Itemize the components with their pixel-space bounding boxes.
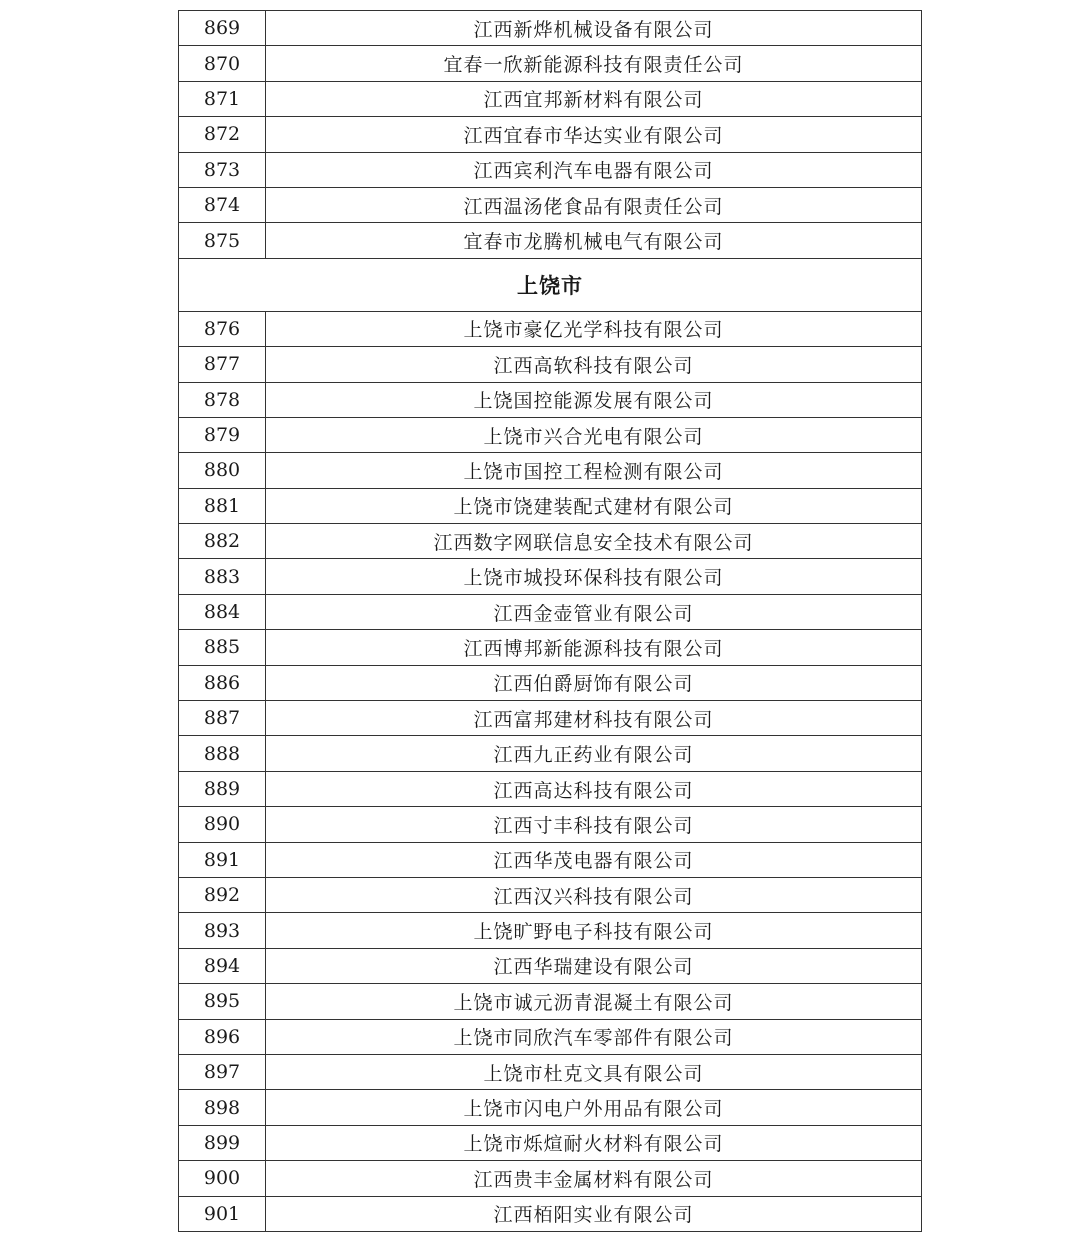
- company-name: 江西汉兴科技有限公司: [266, 877, 922, 912]
- company-name: 江西华茂电器有限公司: [266, 842, 922, 877]
- company-name: 江西高达科技有限公司: [266, 771, 922, 806]
- section-header-row: [179, 258, 922, 311]
- rows-after-section: [179, 311, 922, 1231]
- company-name: 上饶市豪亿光学科技有限公司: [266, 311, 922, 346]
- company-name: 上饶市国控工程检测有限公司: [266, 453, 922, 488]
- table-row: [179, 1196, 922, 1231]
- company-name: 上饶市烁煊耐火材料有限公司: [266, 1125, 922, 1160]
- company-name: 江西富邦建材科技有限公司: [266, 701, 922, 736]
- row-number: 895: [179, 984, 266, 1019]
- table-row: [179, 948, 922, 983]
- table-row: [179, 877, 922, 912]
- table-row: [179, 81, 922, 116]
- table-row: [179, 46, 922, 81]
- row-number: 885: [179, 630, 266, 665]
- row-number: 893: [179, 913, 266, 948]
- row-number: 879: [179, 417, 266, 452]
- company-name: 上饶市诚元沥青混凝土有限公司: [266, 984, 922, 1019]
- row-number: 886: [179, 665, 266, 700]
- company-name: 江西宜邦新材料有限公司: [266, 81, 922, 116]
- row-number: 873: [179, 152, 266, 187]
- row-number: 876: [179, 311, 266, 346]
- company-name: 江西博邦新能源科技有限公司: [266, 630, 922, 665]
- table-row: [179, 736, 922, 771]
- table-row: [179, 771, 922, 806]
- company-name: 上饶市城投环保科技有限公司: [266, 559, 922, 594]
- section-group: [179, 258, 922, 311]
- row-number: 894: [179, 948, 266, 983]
- table-row: [179, 701, 922, 736]
- table-row: [179, 594, 922, 629]
- company-name: 上饶市杜克文具有限公司: [266, 1054, 922, 1089]
- table-row: [179, 1090, 922, 1125]
- table-row: [179, 453, 922, 488]
- row-number: 898: [179, 1090, 266, 1125]
- company-name: 上饶市同欣汽车零部件有限公司: [266, 1019, 922, 1054]
- row-number: 888: [179, 736, 266, 771]
- row-number: 875: [179, 223, 266, 258]
- row-number: 892: [179, 877, 266, 912]
- row-number: 869: [179, 11, 266, 46]
- row-number: 877: [179, 347, 266, 382]
- row-number: 878: [179, 382, 266, 417]
- table-row: [179, 417, 922, 452]
- row-number: 882: [179, 524, 266, 559]
- company-name: 江西宜春市华达实业有限公司: [266, 117, 922, 152]
- company-name: 江西伯爵厨饰有限公司: [266, 665, 922, 700]
- company-name: 上饶国控能源发展有限公司: [266, 382, 922, 417]
- company-name: 江西宾利汽车电器有限公司: [266, 152, 922, 187]
- company-name: 上饶市闪电户外用品有限公司: [266, 1090, 922, 1125]
- row-number: 883: [179, 559, 266, 594]
- company-name: 宜春市龙腾机械电气有限公司: [266, 223, 922, 258]
- company-name: 宜春一欣新能源科技有限责任公司: [266, 46, 922, 81]
- table-row: [179, 187, 922, 222]
- company-name: 江西温汤佬食品有限责任公司: [266, 187, 922, 222]
- table-row: [179, 1019, 922, 1054]
- company-name: 江西金壶管业有限公司: [266, 594, 922, 629]
- row-number: 899: [179, 1125, 266, 1160]
- table-row: [179, 152, 922, 187]
- row-number: 881: [179, 488, 266, 523]
- table-row: [179, 1161, 922, 1196]
- row-number: 884: [179, 594, 266, 629]
- row-number: 872: [179, 117, 266, 152]
- table-row: [179, 223, 922, 258]
- row-number: 891: [179, 842, 266, 877]
- table-row: [179, 488, 922, 523]
- table-row: [179, 842, 922, 877]
- table-row: [179, 1125, 922, 1160]
- table-row: [179, 807, 922, 842]
- company-name: 江西高软科技有限公司: [266, 347, 922, 382]
- row-number: 887: [179, 701, 266, 736]
- table-row: [179, 559, 922, 594]
- table-row: [179, 117, 922, 152]
- row-number: 890: [179, 807, 266, 842]
- rows-before-section: [179, 11, 922, 259]
- row-number: 900: [179, 1161, 266, 1196]
- table-row: [179, 11, 922, 46]
- table-row: [179, 311, 922, 346]
- company-name: 江西九正药业有限公司: [266, 736, 922, 771]
- row-number: 874: [179, 187, 266, 222]
- row-number: 889: [179, 771, 266, 806]
- company-name: 江西栢阳实业有限公司: [266, 1196, 922, 1231]
- row-number: 897: [179, 1054, 266, 1089]
- table-row: [179, 347, 922, 382]
- table-row: [179, 665, 922, 700]
- row-number: 880: [179, 453, 266, 488]
- company-name: 江西寸丰科技有限公司: [266, 807, 922, 842]
- company-name: 上饶旷野电子科技有限公司: [266, 913, 922, 948]
- company-name: 江西华瑞建设有限公司: [266, 948, 922, 983]
- table-row: [179, 984, 922, 1019]
- row-number: 901: [179, 1196, 266, 1231]
- row-number: 871: [179, 81, 266, 116]
- company-name: 江西数字网联信息安全技术有限公司: [266, 524, 922, 559]
- row-number: 870: [179, 46, 266, 81]
- section-title: 上饶市: [179, 258, 922, 311]
- company-list-table: [178, 10, 922, 1232]
- company-name: 江西贵丰金属材料有限公司: [266, 1161, 922, 1196]
- table-row: [179, 1054, 922, 1089]
- table-row: [179, 913, 922, 948]
- company-name: 江西新烨机械设备有限公司: [266, 11, 922, 46]
- table-row: [179, 630, 922, 665]
- company-name: 上饶市兴合光电有限公司: [266, 417, 922, 452]
- table-row: [179, 524, 922, 559]
- table-row: [179, 382, 922, 417]
- row-number: 896: [179, 1019, 266, 1054]
- company-name: 上饶市饶建装配式建材有限公司: [266, 488, 922, 523]
